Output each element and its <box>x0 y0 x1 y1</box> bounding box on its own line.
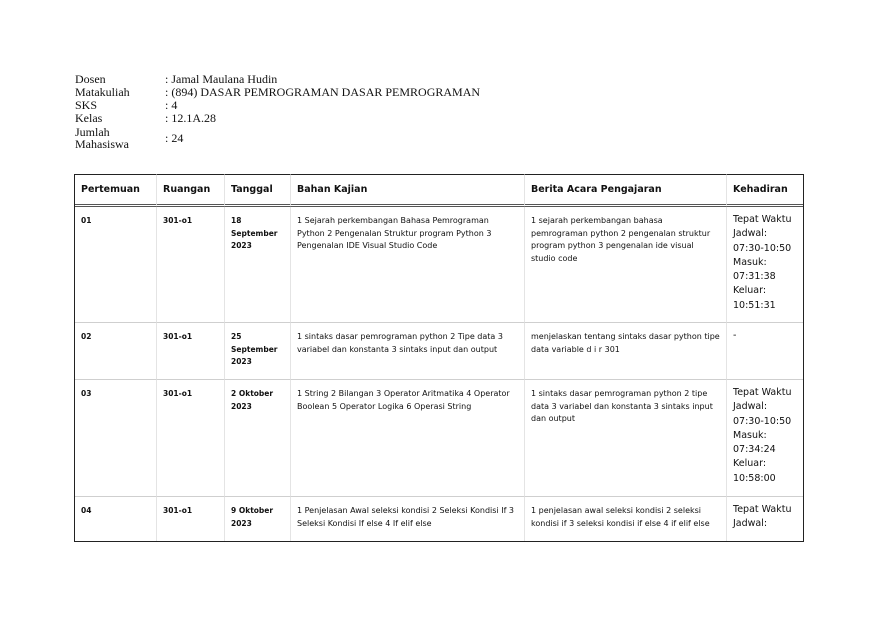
jumlah-label-line2: Mahasiswa <box>75 137 129 151</box>
kehadiran-line: 10:58:00 <box>733 472 776 484</box>
jumlah-label <box>75 126 165 150</box>
kehadiran-line: - <box>733 330 737 341</box>
course-info <box>75 73 480 150</box>
cell-berita-acara: 1 sintaks dasar pemrograman python 2 tipe data 3 variabel dan konstanta 3 sintaks input dan output <box>525 380 727 497</box>
dosen-label: Dosen <box>75 72 106 86</box>
attendance-table <box>75 174 803 542</box>
header-tanggal: Tanggal <box>225 174 291 207</box>
kehadiran-line: Jadwal: <box>733 518 768 530</box>
cell-kehadiran <box>727 497 803 542</box>
kehadiran-line: Tepat Waktu <box>733 387 792 398</box>
kehadiran-line: 10:51:31 <box>733 299 776 311</box>
kehadiran-line: Masuk: <box>733 256 767 268</box>
kelas-label: Kelas <box>75 111 103 125</box>
cell-ruangan: 301-o1 <box>157 380 225 497</box>
cell-pertemuan: 01 <box>75 207 157 323</box>
cell-kehadiran <box>727 323 803 380</box>
kehadiran-line: Keluar: <box>733 458 767 470</box>
cell-ruangan: 301-o1 <box>157 323 225 380</box>
info-row-kelas <box>75 112 480 125</box>
kehadiran-line: 07:30-10:50 <box>733 242 792 254</box>
table-row <box>75 207 803 323</box>
cell-berita-acara: 1 penjelasan awal seleksi kondisi 2 seleksi kondisi if 3 seleksi kondisi if else 4 if elif else <box>525 497 727 542</box>
matakuliah-label: Matakuliah <box>75 85 130 99</box>
cell-tanggal: 25 September 2023 <box>225 323 291 380</box>
kehadiran-line: Tepat Waktu <box>733 214 792 225</box>
cell-kehadiran <box>727 207 803 323</box>
cell-tanggal: 18 September 2023 <box>225 207 291 323</box>
kehadiran-line: Masuk: <box>733 429 767 441</box>
kehadiran-line: 07:34:24 <box>733 444 776 456</box>
dosen-value: : Jamal Maulana Hudin <box>165 72 278 86</box>
info-row-sks <box>75 99 480 112</box>
header-bahan-kajian: Bahan Kajian <box>291 174 525 207</box>
cell-tanggal: 9 Oktober 2023 <box>225 497 291 542</box>
cell-bahan-kajian: 1 sintaks dasar pemrograman python 2 Tipe data 3 variabel dan konstanta 3 sintaks input dan output <box>291 323 525 380</box>
kehadiran-line: Tepat Waktu <box>733 504 792 515</box>
table-header-row <box>75 174 803 207</box>
header-kehadiran: Kehadiran <box>727 174 803 207</box>
cell-ruangan: 301-o1 <box>157 497 225 542</box>
cell-ruangan: 301-o1 <box>157 207 225 323</box>
jumlah-label-line1: Jumlah <box>75 125 110 139</box>
cell-berita-acara: menjelaskan tentang sintaks dasar python tipe data variable d i r 301 <box>525 323 727 380</box>
kehadiran-line: Jadwal: <box>733 401 768 413</box>
cell-kehadiran <box>727 380 803 497</box>
header-ruangan: Ruangan <box>157 174 225 207</box>
table-row <box>75 323 803 380</box>
info-row-jumlah <box>75 126 480 150</box>
header-pertemuan: Pertemuan <box>75 174 157 207</box>
jumlah-value: : 24 <box>165 130 184 145</box>
cell-bahan-kajian: 1 String 2 Bilangan 3 Operator Aritmatika 4 Operator Boolean 5 Operator Logika 6 Operasi String <box>291 380 525 497</box>
cell-bahan-kajian: 1 Penjelasan Awal seleksi kondisi 2 Seleksi Kondisi If 3 Seleksi Kondisi If else 4 If elif else <box>291 497 525 542</box>
cell-bahan-kajian: 1 Sejarah perkembangan Bahasa Pemrograman Python 2 Pengenalan Struktur program Python 3 Pengenalan IDE Visual Studio Code <box>291 207 525 323</box>
kehadiran-line: 07:31:38 <box>733 271 776 283</box>
sks-value: : 4 <box>165 98 178 112</box>
cell-pertemuan: 04 <box>75 497 157 542</box>
table-row <box>75 380 803 497</box>
matakuliah-value: : (894) DASAR PEMROGRAMAN DASAR PEMROGRAMAN <box>165 85 481 99</box>
info-row-matakuliah <box>75 86 480 99</box>
cell-pertemuan: 02 <box>75 323 157 380</box>
sks-label: SKS <box>75 98 98 112</box>
cell-berita-acara: 1 sejarah perkembangan bahasa pemrograman python 2 pengenalan struktur program python 3 pengenalan ide visual studio code <box>525 207 727 323</box>
kehadiran-line: 07:30-10:50 <box>733 415 792 427</box>
cell-pertemuan: 03 <box>75 380 157 497</box>
cell-tanggal: 2 Oktober 2023 <box>225 380 291 497</box>
kehadiran-line: Keluar: <box>733 285 767 297</box>
header-berita-acara: Berita Acara Pengajaran <box>525 174 727 207</box>
kelas-value: : 12.1A.28 <box>165 111 216 125</box>
table-row <box>75 497 803 542</box>
attendance-table-container <box>74 174 804 542</box>
kehadiran-line: Jadwal: <box>733 228 768 240</box>
